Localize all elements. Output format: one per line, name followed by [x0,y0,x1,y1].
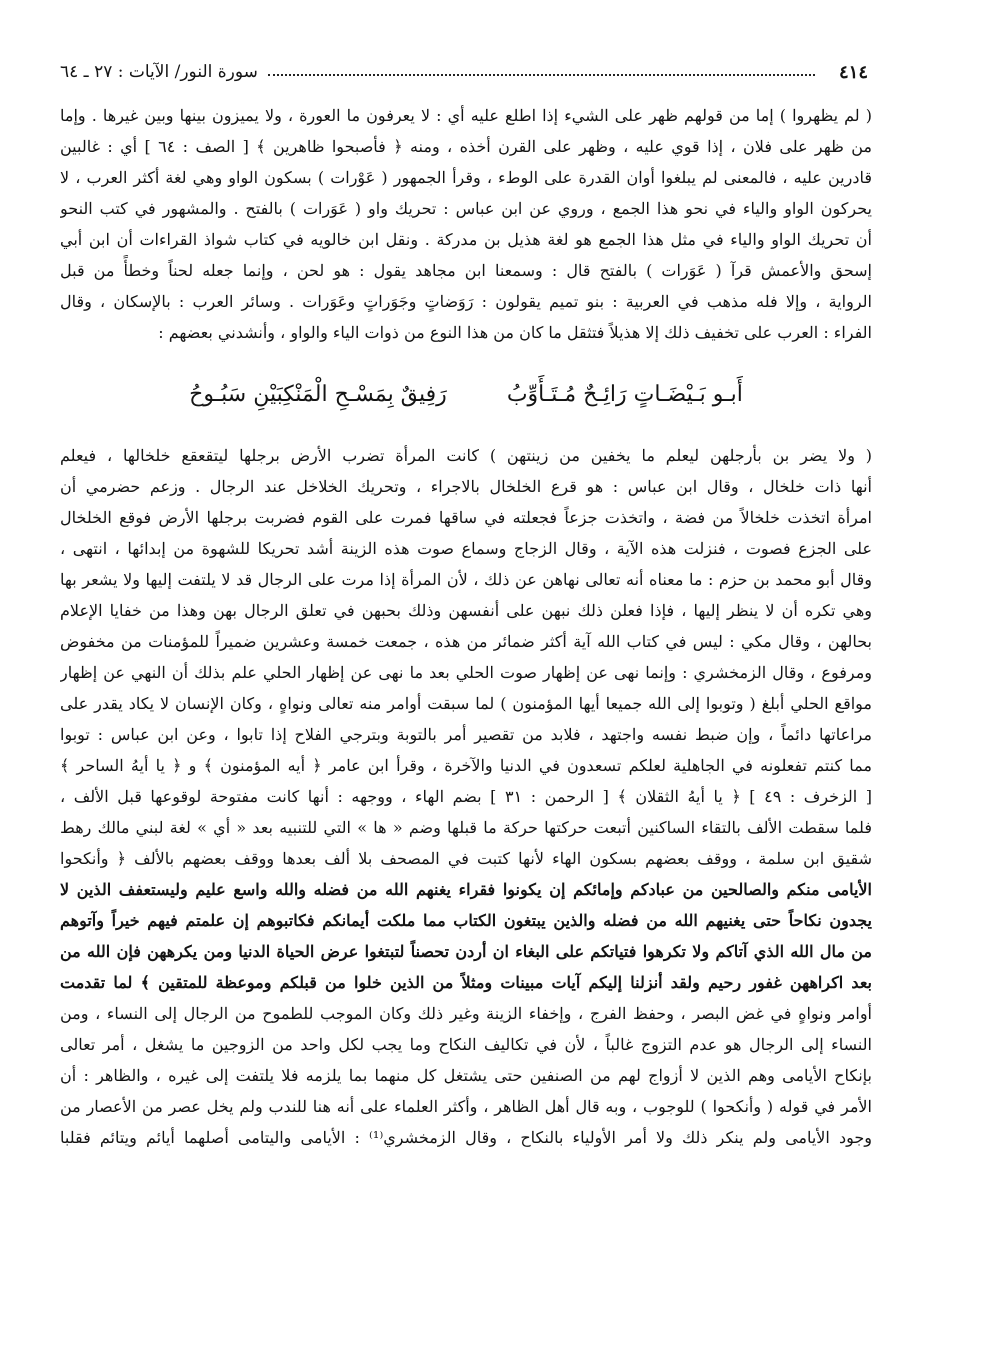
text-line: من ظهر على فلان ، إذا قوي عليه ، وظهر على القرن أخذه ، ومنه ﴿ فأصبحوا ظاهرين ﴾ [ الصف : ٦٤ ] أي : غالبين [60,137,872,156]
text-line: بإنكاح الأيامى وهم الذين لا أزواج لهم من الصنفين حتى يشتغل كل منهما بما يلزمه فلا يلتفت إلى غيره ، والظاهر : أن [60,1066,872,1085]
text-line: أنها ذات خلخال ، وقال ابن عباس : هو قرع الخلخال بالاجراء ، وتحريك الخلاخل عند الرجال . وزعم حضرمي أن [60,477,872,496]
text-line: الأمر في قوله ( وأنكحوا ) للوجوب ، وبه قال أهل الظاهر ، وأكثر العلماء على أنه هنا للندب ولم يخل عصر من الأعصار من [60,1097,872,1116]
text-line: قادرين عليه ، فالمعنى لم يبلغوا أوان القدرة على الوطء ، وقرأ الجمهور ( عَوْرات ) بسكون الواو وهي لغة أكثر العرب ، لا [60,168,872,187]
text-line: أن تحريك الواو والياء في مثل هذا الجمع هو لغة هذيل بن مدركة . ونقل ابن خالويه في كتاب شواذ القراءات أن ابن أبي [60,230,872,249]
text-line: ( لم يظهروا ) إما من قولهم ظهر على الشيء إذا اطلع عليه أي : لا يعرفون ما العورة ، ولا يميزون بينها وبين غيرها . وإما [60,106,872,125]
verse-line: من مال الله الذي آتاكم ولا تكرهوا فتياتكم على البغاء ان أردن تحصناً لتبتغوا عرض الحياة الدنيا ومن يكرههن فإن الله من [60,942,872,961]
verse-line: الأيامى منكم والصالحين من عبادكم وإمائكم إن يكونوا فقراء يغنهم الله من فضله والله واسع عليم وليستعفف الذين لا [60,880,872,899]
poem-verse [60,348,872,440]
text-line: وقال أبو محمد بن حزم : ما معناه أنه تعالى نهاهن عن ذلك ، لأن المرأة إذا مرت على الرجال قد لا يلتفت إليها ولا يشعر بها [60,570,872,589]
page-number: ٤١٤ [838,61,868,83]
paragraph-2 [60,440,872,874]
text-line: الفراء : العرب على تخفيف ذلك إلا هذيلاً فتثقل ما كان من هذا النوع من ذوات الياء والواو ، وأنشدني بعضهم : [158,323,872,342]
paragraph-1 [60,100,872,348]
text-line: مواقع الحلي أبلغ ( وتوبوا إلى الله جميعا أيها المؤمنون ) لما سبقت أوامر منه تعالى ونواهٍ ، وكان الإنسان لا يكاد يقدر على [60,694,872,713]
text-line: يحركون الواو والياء في نحو هذا الجمع ، وروي عن ابن عباس : تحريك واو ( عَوَرات ) بالفتح . والمشهور في كتب النحو [60,199,872,218]
page-header [60,58,868,86]
header-dotted-leader [268,74,815,76]
text-line: شقيق ابن سلمة ، ووقف بعضهم بسكون الهاء لأنها كتبت في المصحف بلا ألف بعدها ووقف بعضهم بالألف ﴿ وأنكحوا [60,849,872,868]
text-line: وهي تكره أن لا ينظر إليها ، فإذا فعلن ذلك نبهن على أنفسهن وذلك بحبهن في تعلق الرجال بهن وهذا من خفايا الإعلام [60,601,872,620]
text-line: مما كنتم تفعلونه في الجاهلية لعلكم تسعدون في الدنيا والآخرة ، وقرأ ابن عامر ﴿ أيه المؤمنون ﴾ و ﴿ يا أيهُ الساحر ﴾ [60,756,872,775]
text-line: [ الزخرف : ٤٩ ] ﴿ يا أيهُ الثقلان ﴾ [ الرحمن : ٣١ ] بضم الهاء ، ووجهه : أنها كانت مفتوحة لوقوعها قبل الألف ، [60,787,872,806]
paragraph-3 [60,998,872,1153]
page-body [60,100,872,1153]
text-line: النساء إلى الرجال هو عدم التزوج غالباً ، لأن في تكاليف النكاح وما يجب لكل واحد من الزوجين ما يشغل ، أمر تعالى [60,1035,872,1054]
quran-verse-block [60,874,872,998]
text-line: وجود الأيامى ولم ينكر ذلك ولا أمر الأولياء بالنكاح ، وقال الزمخشري⁽¹⁾ : الأيامى واليتامى أصلهما أيائم ويتائم فقلبا [60,1128,872,1147]
text-line: امرأة اتخذت خلخالاً من فضة ، واتخذت جزعاً فجعلته في ساقها فمرت على القوم فضربت برجلها الأرض فوقع الخلخال [60,508,872,527]
verse-line: بعد اكراههن غفور رحيم ولقد أنزلنا إليكم آيات مبينات ومثلاً من الذين خلوا من قبلكم وموعظة للمتقين ﴾ لما تقدمت [60,973,872,992]
poem-first-hemistich: أَبـو بَـيْضَـاتٍ رَائِـحٌ مُـتَـأَوِّبُ [506,381,743,407]
text-line: على الجزع فصوت ، فنزلت هذه الآية ، وقال الزجاج وسماع صوت هذه الزينة أشد تحريكا للشهوة من إبدائها ، انتهى ، [60,539,872,558]
text-line: بحالهن ، وقال مكي : ليس في كتاب الله آية أكثر ضمائر من هذه ، جمعت خمسة وعشرين ضميراً للمؤمنات من مخفوض [60,632,872,651]
text-line: الرواية ، وإلا فله مذهب في العربية : بنو تميم يقولون : رَوَضاتٍ وجَوَراتٍ وعَوَرات . وسائر العرب : بالإسكان ، وقال [60,292,872,311]
text-line: ومرفوع ، وقال الزمخشري : وإنما نهى عن إظهار صوت الحلي بعد ما نهى عن إظهار الحلي علم بذلك أن النهي عن إظهار [60,663,872,682]
poem-second-hemistich: رَفِيقٌ بِمَسْـحِ الْمَنْكِبَيْنِ سَبُـوحُ [189,381,447,407]
text-line: إسحق والأعمش قرآ ( عَوَرات ) بالفتح قال : وسمعنا ابن مجاهد يقول : هو لحن ، وإنما جعله لحناً وخطأً من قبل [60,261,872,280]
text-line: فلما سقطت الألف بالتقاء الساكنين أتبعت حركتها حركة ما قبلها وضم « ها » التي للتنبيه بعد « أي » لغة لبني مالك رهط [60,818,872,837]
running-title: سورة النور/ الآيات : ٢٧ ـ ٦٤ [60,62,258,82]
text-line: ( ولا يضر بن بأرجلهن ليعلم ما يخفين من زينتهن ) كانت المرأة تضرب الأرض برجلها ليتقعقع خلخالها ، فيعلم [60,446,872,465]
text-line: مراعاتها دائماً ، وإن ضبط نفسه واجتهد ، فلابد من تقصير أمر بالتوبة وبترجي الفلاح إذا تابوا ، وعن ابن عباس : توبوا [60,725,872,744]
verse-line: يجدون نكاحاً حتى يغنيهم الله من فضله والذين يبتغون الكتاب مما ملكت أيمانكم فكاتبوهم إن علمتم فيهم خيراً وآتوهم [60,911,872,930]
text-line: أوامر ونواهٍ في غض البصر ، وحفظ الفرج ، وإخفاء الزينة وغير ذلك وكان الموجب للطموح من الرجال إلى النساء ، ومن [60,1004,872,1023]
